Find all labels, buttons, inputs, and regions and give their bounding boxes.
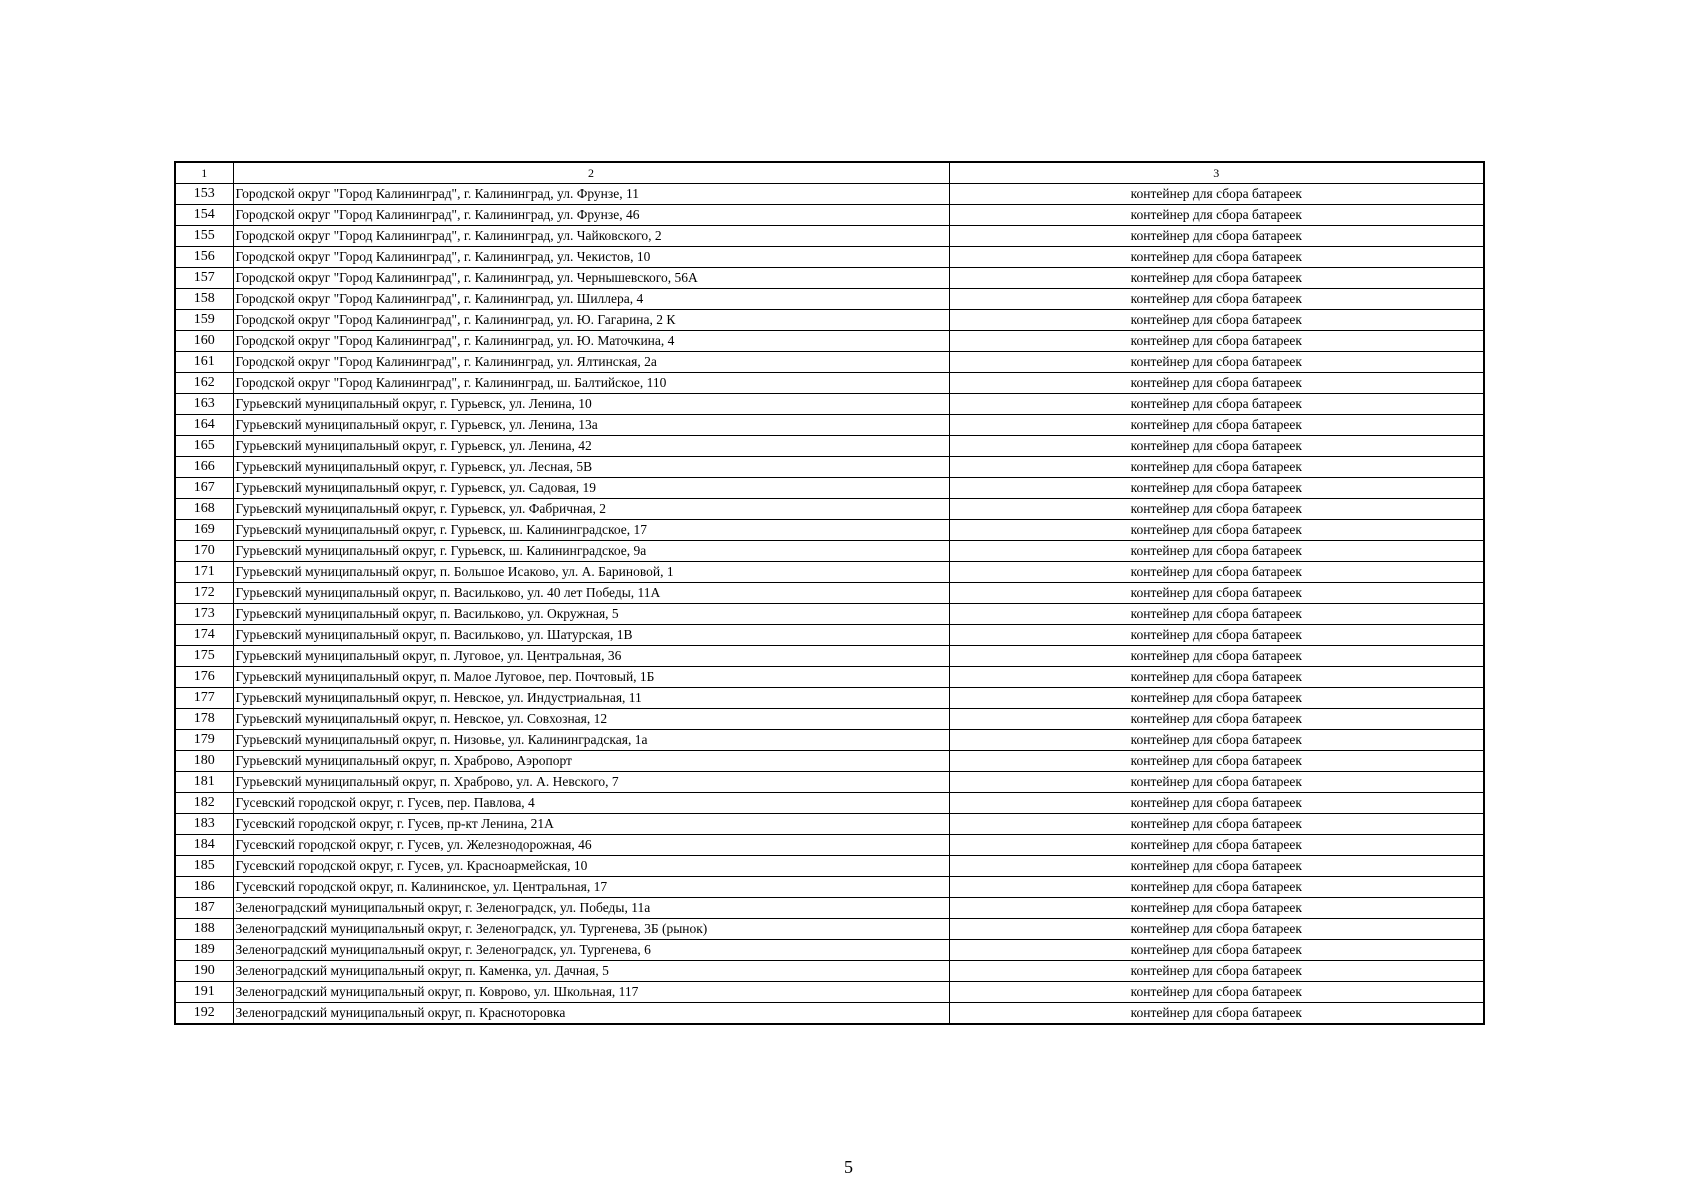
container-type-cell: контейнер для сбора батареек: [949, 520, 1484, 541]
container-type-cell: контейнер для сбора батареек: [949, 835, 1484, 856]
row-number-cell: 183: [175, 814, 233, 835]
table-row: [175, 310, 1484, 331]
table-row: [175, 457, 1484, 478]
address-cell: Гурьевский муниципальный округ, п. Храброво, Аэропорт: [233, 751, 949, 772]
row-number-cell: 191: [175, 982, 233, 1003]
table-row: [175, 205, 1484, 226]
row-number-cell: 170: [175, 541, 233, 562]
address-cell: Городской округ "Город Калининград", г. Калининград, ул. Ю. Маточкина, 4: [233, 331, 949, 352]
row-number-cell: 178: [175, 709, 233, 730]
table-row: [175, 793, 1484, 814]
address-cell: Гусевский городской округ, г. Гусев, ул. Красноармейская, 10: [233, 856, 949, 877]
container-type-cell: контейнер для сбора батареек: [949, 877, 1484, 898]
container-type-cell: контейнер для сбора батареек: [949, 541, 1484, 562]
table-row: [175, 562, 1484, 583]
container-type-cell: контейнер для сбора батареек: [949, 268, 1484, 289]
table-row: [175, 583, 1484, 604]
table-row: [175, 415, 1484, 436]
row-number-cell: 189: [175, 940, 233, 961]
address-cell: Гурьевский муниципальный округ, п. Храброво, ул. А. Невского, 7: [233, 772, 949, 793]
row-number-cell: 182: [175, 793, 233, 814]
container-type-cell: контейнер для сбора батареек: [949, 814, 1484, 835]
table-row: [175, 856, 1484, 877]
page-number: 5: [844, 1157, 853, 1177]
table-row: [175, 436, 1484, 457]
container-type-cell: контейнер для сбора батареек: [949, 625, 1484, 646]
table-row: [175, 772, 1484, 793]
container-type-cell: контейнер для сбора батареек: [949, 478, 1484, 499]
row-number-cell: 190: [175, 961, 233, 982]
table-row: [175, 394, 1484, 415]
row-number-cell: 175: [175, 646, 233, 667]
address-cell: Городской округ "Город Калининград", г. Калининград, ш. Балтийское, 110: [233, 373, 949, 394]
table-row: [175, 478, 1484, 499]
row-number-cell: 155: [175, 226, 233, 247]
container-type-cell: контейнер для сбора батареек: [949, 499, 1484, 520]
address-cell: Гурьевский муниципальный округ, п. Большое Исаково, ул. А. Бариновой, 1: [233, 562, 949, 583]
row-number-cell: 161: [175, 352, 233, 373]
row-number-cell: 174: [175, 625, 233, 646]
row-number-cell: 162: [175, 373, 233, 394]
container-type-cell: контейнер для сбора батареек: [949, 919, 1484, 940]
row-number-cell: 177: [175, 688, 233, 709]
table-row: [175, 331, 1484, 352]
row-number-cell: 173: [175, 604, 233, 625]
container-type-cell: контейнер для сбора батареек: [949, 562, 1484, 583]
table-row: [175, 268, 1484, 289]
container-type-cell: контейнер для сбора батареек: [949, 898, 1484, 919]
row-number-cell: 186: [175, 877, 233, 898]
container-type-cell: контейнер для сбора батареек: [949, 184, 1484, 205]
address-cell: Зеленоградский муниципальный округ, г. Зеленоградск, ул. Тургенева, 3Б (рынок): [233, 919, 949, 940]
address-cell: Гурьевский муниципальный округ, г. Гурьевск, ул. Ленина, 13а: [233, 415, 949, 436]
row-number-cell: 192: [175, 1003, 233, 1025]
container-type-cell: контейнер для сбора батареек: [949, 856, 1484, 877]
row-number-cell: 154: [175, 205, 233, 226]
table-body: [175, 162, 1484, 1024]
container-type-cell: контейнер для сбора батареек: [949, 205, 1484, 226]
row-number-cell: 185: [175, 856, 233, 877]
address-cell: Гурьевский муниципальный округ, г. Гурьевск, ул. Фабричная, 2: [233, 499, 949, 520]
table-row: [175, 604, 1484, 625]
row-number-cell: 187: [175, 898, 233, 919]
address-cell: Гурьевский муниципальный округ, п. Васильково, ул. Шатурская, 1В: [233, 625, 949, 646]
row-number-cell: 179: [175, 730, 233, 751]
row-number-cell: 167: [175, 478, 233, 499]
row-number-cell: 164: [175, 415, 233, 436]
container-type-cell: контейнер для сбора батареек: [949, 793, 1484, 814]
table-row: [175, 877, 1484, 898]
row-number-cell: 171: [175, 562, 233, 583]
address-cell: Городской округ "Город Калининград", г. Калининград, ул. Ю. Гагарина, 2 К: [233, 310, 949, 331]
container-type-cell: контейнер для сбора батареек: [949, 583, 1484, 604]
table-header-row: [175, 162, 1484, 184]
address-cell: Гурьевский муниципальный округ, п. Луговое, ул. Центральная, 36: [233, 646, 949, 667]
address-cell: Городской округ "Город Калининград", г. Калининград, ул. Чернышевского, 56А: [233, 268, 949, 289]
address-cell: Зеленоградский муниципальный округ, г. Зеленоградск, ул. Тургенева, 6: [233, 940, 949, 961]
row-number-cell: 181: [175, 772, 233, 793]
container-type-cell: контейнер для сбора батареек: [949, 436, 1484, 457]
table-row: [175, 289, 1484, 310]
column-header-3: 3: [949, 162, 1484, 184]
container-type-cell: контейнер для сбора батареек: [949, 940, 1484, 961]
table-row: [175, 247, 1484, 268]
row-number-cell: 180: [175, 751, 233, 772]
row-number-cell: 165: [175, 436, 233, 457]
row-number-cell: 158: [175, 289, 233, 310]
address-cell: Гусевский городской округ, г. Гусев, ул. Железнодорожная, 46: [233, 835, 949, 856]
container-type-cell: контейнер для сбора батареек: [949, 310, 1484, 331]
address-cell: Гусевский городской округ, п. Калининское, ул. Центральная, 17: [233, 877, 949, 898]
row-number-cell: 153: [175, 184, 233, 205]
container-type-cell: контейнер для сбора батареек: [949, 1003, 1484, 1025]
table-row: [175, 352, 1484, 373]
column-header-2: 2: [233, 162, 949, 184]
address-cell: Городской округ "Город Калининград", г. Калининград, ул. Фрунзе, 11: [233, 184, 949, 205]
table-row: [175, 667, 1484, 688]
container-type-cell: контейнер для сбора батареек: [949, 688, 1484, 709]
address-cell: Гусевский городской округ, г. Гусев, пр-кт Ленина, 21А: [233, 814, 949, 835]
table-row: [175, 751, 1484, 772]
container-type-cell: контейнер для сбора батареек: [949, 331, 1484, 352]
container-type-cell: контейнер для сбора батареек: [949, 982, 1484, 1003]
address-cell: Гурьевский муниципальный округ, г. Гурьевск, ул. Садовая, 19: [233, 478, 949, 499]
row-number-cell: 166: [175, 457, 233, 478]
table-row: [175, 898, 1484, 919]
address-cell: Гурьевский муниципальный округ, п. Невское, ул. Совхозная, 12: [233, 709, 949, 730]
table-row: [175, 688, 1484, 709]
address-cell: Гурьевский муниципальный округ, г. Гурьевск, ш. Калининградское, 17: [233, 520, 949, 541]
address-cell: Зеленоградский муниципальный округ, п. Каменка, ул. Дачная, 5: [233, 961, 949, 982]
table-row: [175, 184, 1484, 205]
collection-points-table: [174, 161, 1485, 1025]
address-cell: Городской округ "Город Калининград", г. Калининград, ул. Чекистов, 10: [233, 247, 949, 268]
container-type-cell: контейнер для сбора батареек: [949, 772, 1484, 793]
address-cell: Зеленоградский муниципальный округ, г. Зеленоградск, ул. Победы, 11а: [233, 898, 949, 919]
table-row: [175, 646, 1484, 667]
row-number-cell: 157: [175, 268, 233, 289]
table-row: [175, 499, 1484, 520]
address-cell: Гурьевский муниципальный округ, г. Гурьевск, ул. Ленина, 10: [233, 394, 949, 415]
container-type-cell: контейнер для сбора батареек: [949, 667, 1484, 688]
container-type-cell: контейнер для сбора батареек: [949, 709, 1484, 730]
address-cell: Зеленоградский муниципальный округ, п. Коврово, ул. Школьная, 117: [233, 982, 949, 1003]
container-type-cell: контейнер для сбора батареек: [949, 457, 1484, 478]
container-type-cell: контейнер для сбора батареек: [949, 961, 1484, 982]
container-type-cell: контейнер для сбора батареек: [949, 415, 1484, 436]
table-row: [175, 835, 1484, 856]
table-row: [175, 814, 1484, 835]
row-number-cell: 168: [175, 499, 233, 520]
table-row: [175, 730, 1484, 751]
row-number-cell: 156: [175, 247, 233, 268]
column-header-1: 1: [175, 162, 233, 184]
table-row: [175, 373, 1484, 394]
address-cell: Гурьевский муниципальный округ, п. Низовье, ул. Калининградская, 1а: [233, 730, 949, 751]
address-cell: Гурьевский муниципальный округ, г. Гурьевск, ш. Калининградское, 9а: [233, 541, 949, 562]
table-row: [175, 1003, 1484, 1025]
row-number-cell: 160: [175, 331, 233, 352]
row-number-cell: 159: [175, 310, 233, 331]
address-cell: Гусевский городской округ, г. Гусев, пер. Павлова, 4: [233, 793, 949, 814]
address-cell: Городской округ "Город Калининград", г. Калининград, ул. Шиллера, 4: [233, 289, 949, 310]
table-row: [175, 709, 1484, 730]
container-type-cell: контейнер для сбора батареек: [949, 352, 1484, 373]
address-cell: Городской округ "Город Калининград", г. Калининград, ул. Чайковского, 2: [233, 226, 949, 247]
table-row: [175, 541, 1484, 562]
table-row: [175, 982, 1484, 1003]
table-row: [175, 919, 1484, 940]
container-type-cell: контейнер для сбора батареек: [949, 730, 1484, 751]
container-type-cell: контейнер для сбора батареек: [949, 751, 1484, 772]
address-cell: Зеленоградский муниципальный округ, п. Красноторовка: [233, 1003, 949, 1025]
address-cell: Городской округ "Город Калининград", г. Калининград, ул. Фрунзе, 46: [233, 205, 949, 226]
table-row: [175, 520, 1484, 541]
container-type-cell: контейнер для сбора батареек: [949, 247, 1484, 268]
table-row: [175, 226, 1484, 247]
container-type-cell: контейнер для сбора батареек: [949, 646, 1484, 667]
row-number-cell: 163: [175, 394, 233, 415]
container-type-cell: контейнер для сбора батареек: [949, 394, 1484, 415]
address-cell: Гурьевский муниципальный округ, г. Гурьевск, ул. Лесная, 5В: [233, 457, 949, 478]
address-cell: Гурьевский муниципальный округ, п. Васильково, ул. 40 лет Победы, 11А: [233, 583, 949, 604]
container-type-cell: контейнер для сбора батареек: [949, 289, 1484, 310]
address-cell: Гурьевский муниципальный округ, п. Малое Луговое, пер. Почтовый, 1Б: [233, 667, 949, 688]
container-type-cell: контейнер для сбора батареек: [949, 373, 1484, 394]
table-row: [175, 940, 1484, 961]
table-row: [175, 625, 1484, 646]
address-cell: Гурьевский муниципальный округ, п. Невское, ул. Индустриальная, 11: [233, 688, 949, 709]
container-type-cell: контейнер для сбора батареек: [949, 604, 1484, 625]
row-number-cell: 176: [175, 667, 233, 688]
address-cell: Гурьевский муниципальный округ, г. Гурьевск, ул. Ленина, 42: [233, 436, 949, 457]
row-number-cell: 184: [175, 835, 233, 856]
row-number-cell: 169: [175, 520, 233, 541]
table-row: [175, 961, 1484, 982]
address-cell: Городской округ "Город Калининград", г. Калининград, ул. Ялтинская, 2а: [233, 352, 949, 373]
container-type-cell: контейнер для сбора батареек: [949, 226, 1484, 247]
address-cell: Гурьевский муниципальный округ, п. Васильково, ул. Окружная, 5: [233, 604, 949, 625]
row-number-cell: 172: [175, 583, 233, 604]
row-number-cell: 188: [175, 919, 233, 940]
